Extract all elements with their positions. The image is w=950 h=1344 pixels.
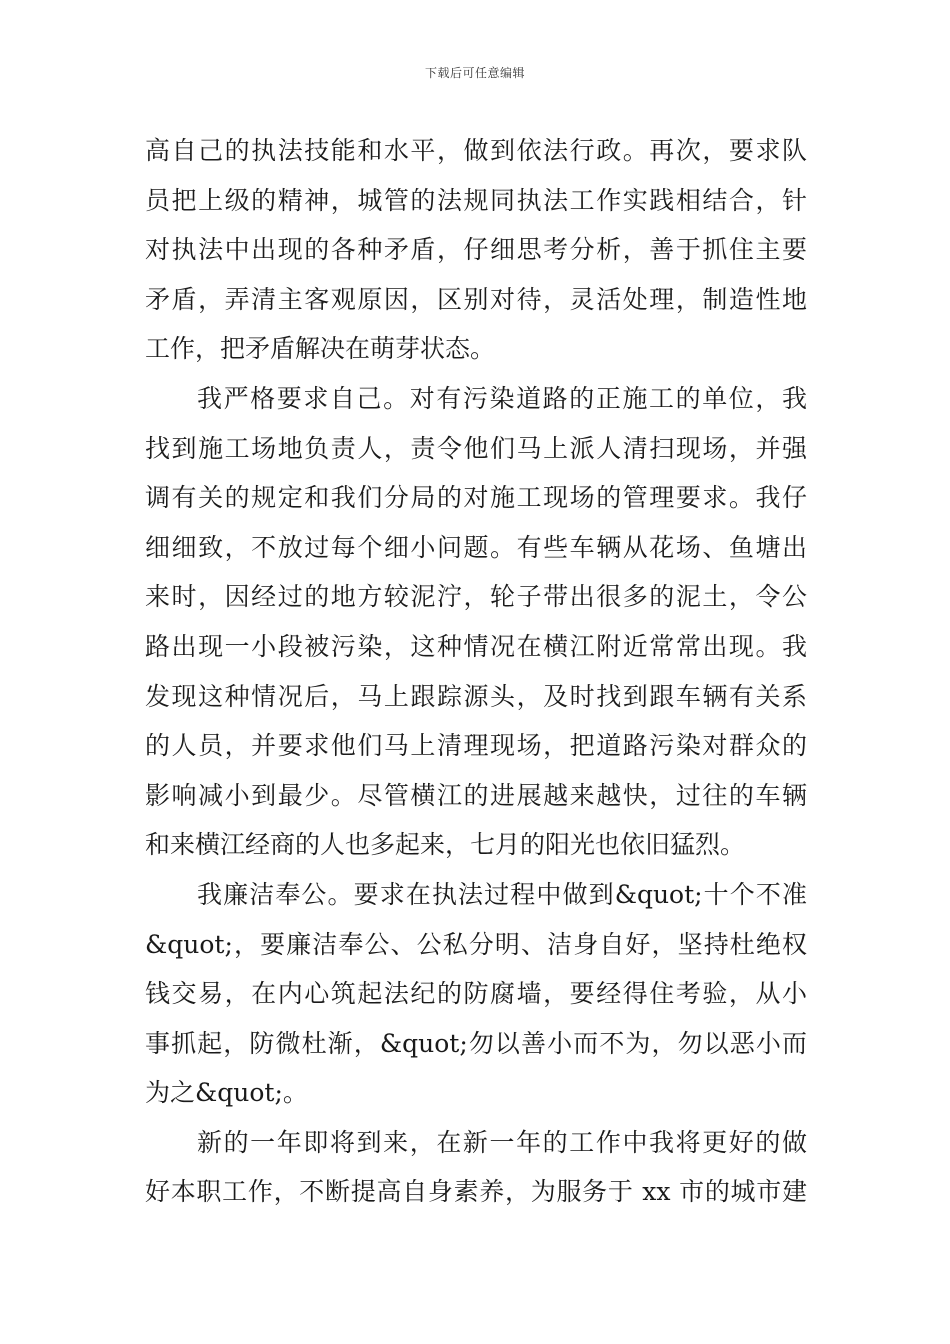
document-body [145,126,807,1217]
text-line: 影响减小到最少。尽管横江的进展越来越快，过往的车辆 [145,780,807,810]
text-line: 事抓起，防微杜渐，&quot;勿以善小而不为，勿以恶小而 [145,1028,807,1058]
text-line: 矛盾，弄清主客观原因，区别对待，灵活处理，制造性地 [145,284,807,314]
text-line: 对执法中出现的各种矛盾，仔细思考分析，善于抓住主要 [145,235,807,265]
text-line: 员把上级的精神，城管的法规同执法工作实践相结合，针 [145,185,807,215]
text-line: 来时，因经过的地方较泥泞，轮子带出很多的泥土，令公 [145,582,807,612]
text-line: 细细致，不放过每个细小问题。有些车辆从花场、鱼塘出 [145,532,807,562]
page-header: 下载后可任意编辑 [424,66,525,80]
text-line: 调有关的规定和我们分局的对施工现场的管理要求。我仔 [145,483,807,513]
text-line: 我廉洁奉公。要求在执法过程中做到&quot;十个不准 [197,879,807,909]
text-line: 高自己的执法技能和水平，做到依法行政。再次，要求队 [145,136,807,165]
text-line: 发现这种情况后，马上跟踪源头，及时找到跟车辆有关系 [145,681,807,711]
text-line: 找到施工场地负责人，责令他们马上派人清扫现场，并强 [145,433,807,463]
text-line: 路出现一小段被污染，这种情况在横江附近常常出现。我 [145,631,807,661]
text-line: 和来横江经商的人也多起来，七月的阳光也依旧猛烈。 [145,830,746,860]
text-line: 我严格要求自己。对有污染道路的正施工的单位，我 [197,383,807,413]
text-line: 新的一年即将到来，在新一年的工作中我将更好的做 [197,1127,807,1157]
text-line: 为之&quot;。 [145,1078,308,1108]
text-line: 钱交易，在内心筑起法纪的防腐墙，要经得住考验，从小 [145,979,807,1009]
text-line: 好本职工作，不断提高自身素养，为服务于 xx 市的城市建 [145,1177,807,1207]
text-line: &quot;，要廉洁奉公、公私分明、洁身自好，坚持杜绝权 [145,929,807,959]
text-line: 工作，把矛盾解决在萌芽状态。 [145,334,496,364]
text-line: 的人员，并要求他们马上清理现场，把道路污染对群众的 [145,731,807,761]
